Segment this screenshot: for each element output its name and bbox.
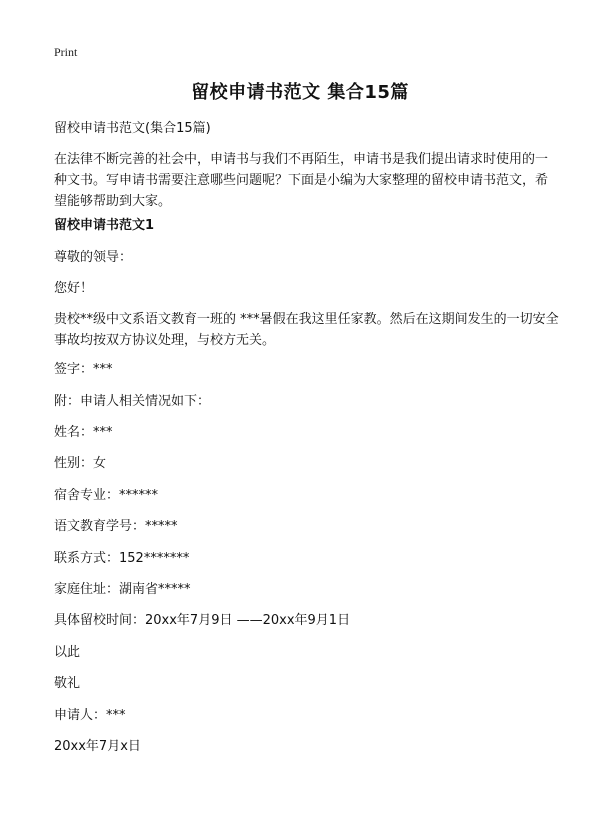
address-field: 家庭住址：湖南省***** [54, 582, 191, 597]
name-field: 姓名：*** [54, 425, 113, 440]
appendix-line: 附：申请人相关情况如下： [54, 394, 211, 409]
applicant-line: 申请人：*** [54, 708, 126, 723]
signature-line: 签字：*** [54, 362, 113, 377]
closing-line-1: 以此 [54, 645, 81, 660]
student-id-field: 语文教育学号：***** [54, 519, 178, 534]
contact-field: 联系方式：152******* [54, 551, 190, 566]
dorm-major-field: 宿舍专业：****** [54, 488, 159, 503]
closing-line-2: 敬礼 [54, 676, 81, 691]
section-heading: 留校申请书范文1 [54, 218, 155, 233]
page-title: 留校申请书范文 集合15篇 [191, 82, 409, 103]
subtitle: 留校申请书范文(集合15篇) [54, 121, 211, 136]
gender-field: 性别：女 [54, 456, 107, 471]
greeting: 您好！ [54, 281, 94, 296]
salutation: 尊敬的领导： [54, 250, 133, 265]
print-link[interactable]: Print [54, 45, 78, 59]
main-paragraph: 贵校**级中文系语文教育一班的 ***暑假在我这里任家教。然后在这期间发生的一切安全事故均按双方协议处理，与校方无关。 [54, 312, 559, 348]
date-line: 20xx年7月x日 [54, 739, 141, 754]
intro-paragraph: 在法律不断完善的社会中，申请书与我们不再陌生，申请书是我们提出请求时使用的一种文书。写申请书需要注意哪些问题呢？下面是小编为大家整理的留校申请书范文，希望能够帮助到大家。 [54, 152, 549, 209]
stay-period-field: 具体留校时间：20xx年7月9日 ——20xx年9月1日 [54, 613, 351, 628]
